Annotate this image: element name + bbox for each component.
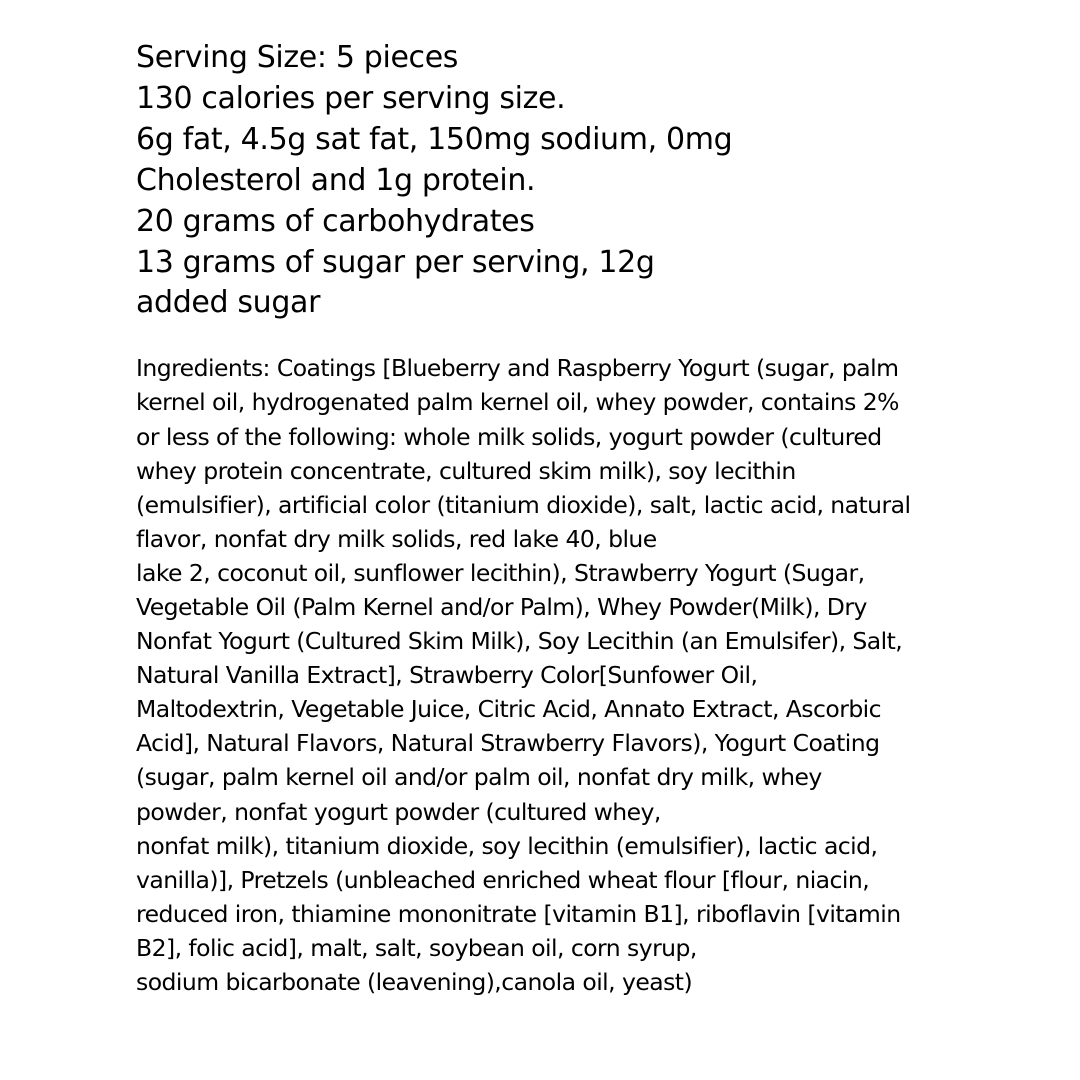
ingredients-line: reduced iron, thiamine mononitrate [vitamin B1], riboflavin [vitamin bbox=[136, 899, 901, 928]
nutrition-line: 130 calories per serving size. bbox=[136, 80, 566, 116]
nutrition-line: Cholesterol and 1g protein. bbox=[136, 162, 536, 198]
ingredients-line: flavor, nonfat dry milk solids, red lake 40, blue bbox=[136, 524, 657, 553]
product-info bbox=[136, 38, 1046, 999]
ingredients-line: (sugar, palm kernel oil and/or palm oil, nonfat dry milk, whey bbox=[136, 763, 822, 792]
ingredients-line: whey protein concentrate, cultured skim milk), soy lecithin bbox=[136, 456, 796, 485]
nutrition-line: Serving Size: 5 pieces bbox=[136, 40, 459, 75]
ingredients-line: powder, nonfat yogurt powder (cultured whey, bbox=[136, 797, 661, 826]
ingredients-line: vanilla)], Pretzels (unbleached enriched wheat flour [flour, niacin, bbox=[136, 865, 870, 894]
ingredients-line: lake 2, coconut oil, sunflower lecithin), Strawberry Yogurt (Sugar, bbox=[136, 558, 865, 587]
ingredients-line: kernel oil, hydrogenated palm kernel oil, whey powder, contains 2% bbox=[136, 388, 899, 417]
ingredients-line: nonfat milk), titanium dioxide, soy lecithin (emulsifier), lactic acid, bbox=[136, 831, 878, 860]
ingredients-line: Acid], Natural Flavors, Natural Strawberry Flavors), Yogurt Coating bbox=[136, 729, 880, 758]
nutrition-line: 6g fat, 4.5g sat fat, 150mg sodium, 0mg bbox=[136, 121, 733, 157]
ingredients-line: Ingredients: Coatings [Blueberry and Raspberry Yogurt (sugar, palm bbox=[136, 354, 899, 383]
ingredients-list bbox=[136, 351, 1046, 999]
ingredients-line: Natural Vanilla Extract], Strawberry Color[Sunfower Oil, bbox=[136, 661, 758, 690]
nutrition-line: 20 grams of carbohydrates bbox=[136, 203, 535, 239]
ingredients-line: Nonfat Yogurt (Cultured Skim Milk), Soy Lecithin (an Emulsifer), Salt, bbox=[136, 627, 903, 656]
ingredients-line: or less of the following: whole milk solids, yogurt powder (cultured bbox=[136, 422, 882, 451]
ingredients-line: Maltodextrin, Vegetable Juice, Citric Acid, Annato Extract, Ascorbic bbox=[136, 695, 882, 724]
ingredients-line: Vegetable Oil (Palm Kernel and/or Palm), Whey Powder(Milk), Dry bbox=[136, 593, 867, 621]
ingredients-line: (emulsifier), artificial color (titanium dioxide), salt, lactic acid, natural bbox=[136, 490, 911, 519]
ingredients-line: B2], folic acid], malt, salt, soybean oil, corn syrup, bbox=[136, 933, 697, 962]
nutrition-line: 13 grams of sugar per serving, 12g bbox=[136, 244, 655, 280]
ingredients-line: sodium bicarbonate (leavening),canola oil, yeast) bbox=[136, 968, 693, 997]
nutrition-line: added sugar bbox=[136, 285, 321, 321]
nutrition-facts bbox=[136, 38, 1046, 324]
